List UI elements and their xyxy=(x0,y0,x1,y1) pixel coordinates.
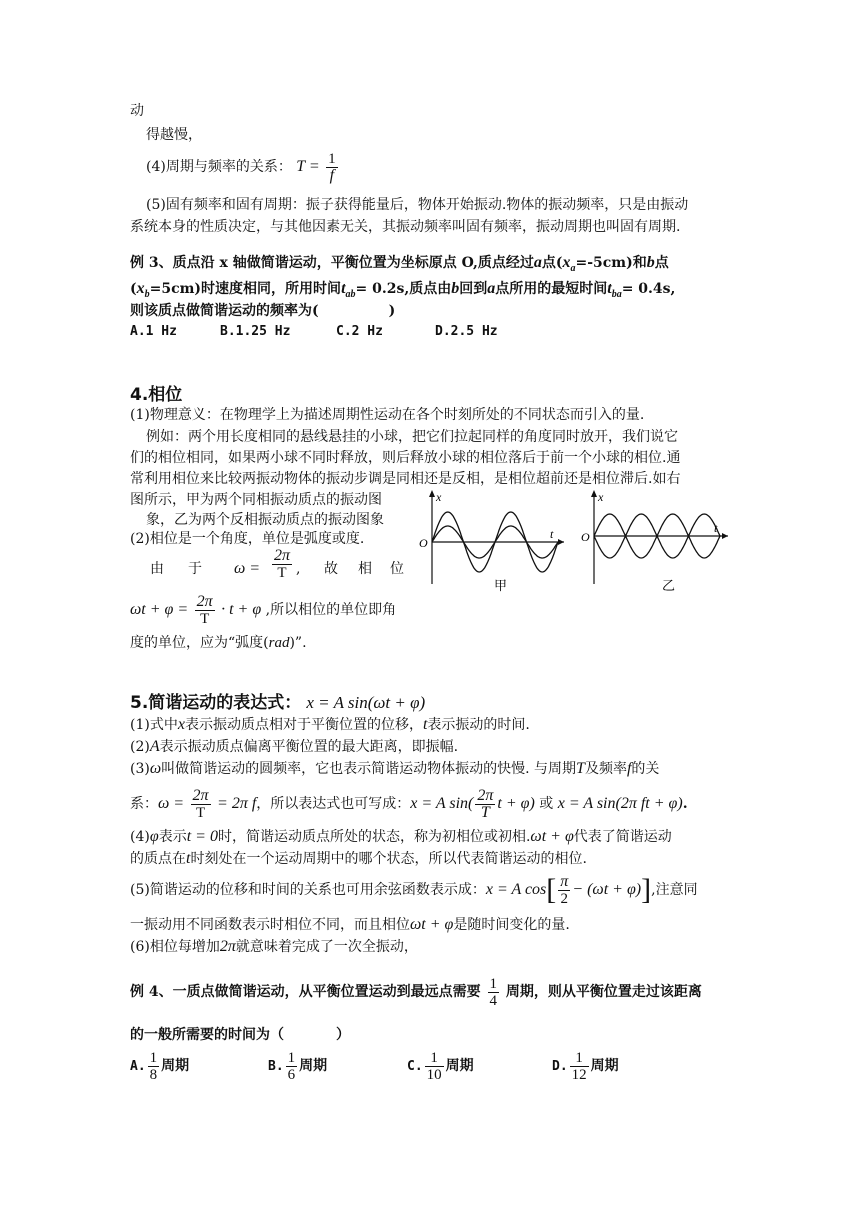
period-fraction xyxy=(326,151,338,184)
option-letter: A. xyxy=(130,1059,146,1074)
t-equals-zero: t = 0 xyxy=(186,828,218,845)
option-unit: 周期 xyxy=(590,1058,619,1074)
period-frequency-label: (4)周期与频率的关系： xyxy=(146,159,292,175)
option-unit: 周期 xyxy=(445,1058,474,1074)
section4-heading: 4.相位 xyxy=(130,385,183,405)
text: (2) xyxy=(130,739,150,755)
var-f: f xyxy=(626,760,632,777)
figure-label-jia: 甲 xyxy=(494,578,508,593)
var-t: t xyxy=(341,280,346,297)
section5-p3-line1 xyxy=(130,758,659,780)
var-x: x xyxy=(136,280,145,297)
section4-p2d: 图所示，甲为两个同相振动质点的振动图 xyxy=(130,492,382,508)
section5-p2 xyxy=(130,736,458,758)
text-char: 由 xyxy=(150,561,164,577)
example3-text: =5cm)时速度相同，所用时间 xyxy=(149,281,342,297)
example3-text: 点( xyxy=(541,255,563,271)
x-axis-arrow xyxy=(591,490,597,497)
two-pi-over-t xyxy=(195,594,215,627)
phase-rhs: · t + φ xyxy=(221,601,262,618)
example3-text: = 0.2s,质点由 xyxy=(355,281,452,297)
var-x: x xyxy=(177,716,185,733)
fraction-numerator: 1 xyxy=(425,1050,444,1067)
section5-p6 xyxy=(130,936,418,958)
natural-frequency-line2: 系统本身的性质决定，与其他因素无关，其振动频率叫固有频率，振动周期也叫固有周期. xyxy=(130,219,681,235)
formula-sin: x = A sin( xyxy=(410,795,474,812)
formula-cos: x = A cos xyxy=(485,881,547,898)
phase-expr: ωt + φ xyxy=(530,828,574,845)
section5-p5-line1: (5)简谐运动的位移和时间的关系也可用余弦函数表示成：x = A cos[ $\frac{\pi}{2}$ − (ωt + φ)],注意同 xyxy=(130,872,698,907)
point-b: b xyxy=(646,254,655,271)
option-fraction xyxy=(570,1050,589,1083)
example3-option-a: A.1 Hz xyxy=(130,324,177,339)
unit-text: )”. xyxy=(289,635,307,651)
section4-p2a: 例如：两个用长度相同的悬线悬挂的小球，把它们拉起同样的角度同时放开，我们说它 xyxy=(146,429,678,445)
var-t: t xyxy=(186,850,191,867)
formula-sin-tail: t + φ) xyxy=(497,795,535,812)
section5-p5-line2 xyxy=(130,914,570,936)
text: 表示振动质点偏离平衡位置的最大距离，即振幅. xyxy=(159,739,459,755)
text-char: 位 xyxy=(390,561,404,577)
example4-option-b xyxy=(268,1046,327,1087)
subscript: a xyxy=(570,262,576,274)
rad-unit: rad xyxy=(268,635,290,651)
text: 时，简谐运动质点所处的状态，称为初相位或初相. xyxy=(217,829,531,845)
text: ,注意同 xyxy=(651,882,698,898)
period-formula-lhs: T = xyxy=(296,158,320,175)
two-pi: 2π xyxy=(219,938,236,955)
text: 是随时间变化的量. xyxy=(453,917,570,933)
option-fraction xyxy=(148,1050,160,1083)
fraction-denominator: 6 xyxy=(287,1066,296,1083)
text-char: 于 xyxy=(188,561,202,577)
phase-figure xyxy=(418,484,734,596)
example3-option-b: B.1.25 Hz xyxy=(220,324,291,339)
formula-cos-rest: − (ωt + φ) xyxy=(572,881,642,898)
text: 及频率 xyxy=(584,761,627,777)
section4-p1: (1)物理意义：在物理学上为描述周期性运动在各个时刻所处的不同状态而引入的量. xyxy=(130,407,645,423)
var-omega: ω xyxy=(149,760,162,777)
t-axis-arrow xyxy=(722,533,728,539)
fraction-numerator: π xyxy=(560,872,569,890)
phase-formula-line xyxy=(130,590,396,630)
text: 代表了简谐运动 xyxy=(573,829,672,845)
example4-line1 xyxy=(130,970,702,1014)
text: 或 xyxy=(539,796,554,812)
figure-jia xyxy=(419,490,564,593)
option-letter: D. xyxy=(552,1059,568,1074)
phase-lhs: ωt + φ = xyxy=(130,601,189,618)
example4-option-d xyxy=(552,1046,619,1087)
fraction-numerator: 1 xyxy=(570,1050,589,1067)
pi-over-two xyxy=(558,874,570,907)
var-a: A xyxy=(149,738,160,755)
omega-2pi-f: = 2π f xyxy=(217,795,257,812)
option-letter: B. xyxy=(268,1059,284,1074)
omega-definition-line xyxy=(150,548,410,588)
text: (5)简谐运动的位移和时间的关系也可用余弦函数表示成： xyxy=(130,882,486,898)
fragment-text: 得越慢， xyxy=(146,127,202,143)
text: (1)式中 xyxy=(130,717,178,733)
text: 表示振动质点相对于平衡位置的位移， xyxy=(184,717,423,733)
example3-option-d: D.2.5 Hz xyxy=(435,324,498,339)
example3-text: 回到 xyxy=(459,281,488,297)
fraction-numerator: 1 xyxy=(287,1049,296,1066)
fraction-denominator: 4 xyxy=(489,992,497,1009)
natural-frequency-line1: (5)固有频率和固有周期：振子获得能量后，物体开始振动.物体的振动频率，只是由振动 xyxy=(146,197,689,213)
text: ，所以表达式也可写成： xyxy=(256,796,411,812)
phase-unit-line xyxy=(130,632,307,654)
subscript: b xyxy=(144,288,150,300)
fraction-numerator: 2π xyxy=(477,786,494,804)
section5-heading: 5.简谐运动的表达式： xyxy=(130,693,302,713)
text: (6)相位每增加 xyxy=(130,939,220,955)
example3-text: ) xyxy=(388,303,396,319)
text: 系： xyxy=(130,796,158,812)
example4-text: 例 4、一质点做简谐运动，从平衡位置运动到最远点需要 xyxy=(130,984,481,1000)
text: 叫做简谐运动的圆频率，它也表示简谐运动物体振动的快慢. 与周期 xyxy=(161,761,577,777)
example4-line2 xyxy=(130,1024,350,1046)
section4-p2e: 象，乙为两个反相振动质点的振动图象 xyxy=(146,512,384,528)
omega-eq: ω = xyxy=(234,560,261,577)
fraction-numerator: 2π xyxy=(196,592,213,610)
example3-text: ( xyxy=(130,281,137,297)
origin-label: O xyxy=(581,530,590,544)
text: (4) xyxy=(130,829,150,845)
fraction-denominator: T xyxy=(200,610,210,627)
fraction-denominator: 2 xyxy=(560,890,569,907)
var-phi: φ xyxy=(149,828,159,845)
example4-text: ） xyxy=(336,1027,350,1043)
x-axis-label: x xyxy=(436,490,442,504)
example4-option-a xyxy=(130,1046,189,1087)
quarter-fraction xyxy=(488,976,500,1009)
fraction-denominator: 10 xyxy=(426,1066,442,1083)
fraction-numerator: 1 xyxy=(149,1049,158,1066)
text: 一振动用不同函数表示时相位不同，而且相位 xyxy=(130,917,410,933)
two-pi-over-t xyxy=(191,788,211,821)
x-axis-label: x xyxy=(598,490,604,504)
option-unit: 周期 xyxy=(299,1058,328,1074)
point-a: a xyxy=(487,280,496,297)
example3-line3 xyxy=(130,300,395,322)
two-pi-over-t-italic xyxy=(475,788,495,821)
phase-expr: ωt + φ xyxy=(410,916,454,933)
text: 就意味着完成了一次全振动， xyxy=(235,939,418,955)
formula-sin-f: x = A sin(2π ft + φ) xyxy=(557,795,683,812)
example4-option-c xyxy=(407,1046,474,1087)
point-a: a xyxy=(533,254,542,271)
example4-text: 周期，则从平衡位置走过该距离 xyxy=(505,984,702,1000)
option-letter: C. xyxy=(407,1059,423,1074)
var-t: t xyxy=(422,716,428,733)
var-t: t xyxy=(607,280,612,297)
option-fraction xyxy=(425,1050,444,1083)
section5-p1 xyxy=(130,714,530,736)
option-unit: 周期 xyxy=(161,1058,190,1074)
example3-text: 例 3、质点沿 x 轴做简谐运动，平衡位置为坐标原点 O,质点经过 xyxy=(130,255,534,271)
omega-eq: ω = xyxy=(158,795,185,812)
fraction-denominator: T xyxy=(277,565,287,581)
fraction-numerator: 2π xyxy=(192,786,209,804)
text: 表示 xyxy=(158,829,187,845)
section5-p4-line2 xyxy=(130,848,587,870)
fraction-denominator: T xyxy=(195,804,206,821)
fraction-numerator: 1 xyxy=(489,975,497,992)
two-pi-over-t xyxy=(272,548,292,581)
var-x: x xyxy=(562,254,571,271)
fraction-numerator: 2π xyxy=(274,547,291,564)
t-axis-arrow xyxy=(558,539,564,545)
example3-line1 xyxy=(130,252,669,280)
example4-text: 的一般所需要的时间为（ xyxy=(130,1027,284,1043)
section5-p3-line2 xyxy=(130,782,688,826)
text: 的关 xyxy=(631,761,660,777)
fragment-text: 动 xyxy=(130,103,144,119)
x-axis-arrow xyxy=(429,490,435,497)
fraction-numerator: 1 xyxy=(328,150,336,167)
t-axis-label: t xyxy=(714,521,718,535)
text: 表示振动的时间. xyxy=(427,717,530,733)
var-t-period: T xyxy=(576,760,585,777)
text: 时刻处在一个运动周期中的哪个状态，所以代表简谐运动的相位. xyxy=(190,851,587,867)
unit-text: 度的单位，应为“弧度( xyxy=(130,635,269,651)
text: . xyxy=(682,796,688,812)
example3-text: 点 xyxy=(654,255,669,271)
fraction-denominator: f xyxy=(329,166,335,184)
section4-p2c: 常利用相位来比较两振动物体的振动步调是同相还是反相，是相位超前还是相位滞后.如右 xyxy=(130,471,681,487)
text: 的质点在 xyxy=(130,851,186,867)
fraction-denominator: 12 xyxy=(571,1066,587,1083)
section5-heading-line xyxy=(130,688,425,713)
example3-text: = 0.4s, xyxy=(621,281,676,297)
text-char: , xyxy=(296,561,301,577)
example3-option-c: C.2 Hz xyxy=(336,324,383,339)
option-fraction xyxy=(286,1050,298,1083)
text-char: 故 xyxy=(324,561,338,577)
text: (3) xyxy=(130,761,150,777)
example3-text: 点所用的最短时间 xyxy=(495,281,608,297)
fraction-denominator: 8 xyxy=(149,1066,158,1083)
shm-formula: x = A sin(ωt + φ) xyxy=(306,693,426,712)
t-axis-label: t xyxy=(550,527,554,541)
period-frequency-line xyxy=(146,145,340,189)
figure-label-yi: 乙 xyxy=(662,578,676,593)
text-char: 相 xyxy=(358,561,372,577)
fraction-denominator: T xyxy=(480,803,490,821)
section4-p3: (2)相位是一个角度，单位是弧度或度. xyxy=(130,531,365,547)
example3-text: =-5cm)和 xyxy=(575,255,647,271)
phase-tail-text: ,所以相位的单位即角 xyxy=(265,602,397,618)
subscript: ab xyxy=(345,288,356,300)
figure-yi xyxy=(581,490,728,593)
subscript: ba xyxy=(611,288,622,300)
section4-p2b: 们的相位相同，如果两小球不同时释放，则后释放小球的相位落后于前一个小球的相位.通 xyxy=(130,450,681,466)
example3-text: 则该质点做简谐运动的频率为( xyxy=(130,303,319,319)
section5-p4-line1 xyxy=(130,826,672,848)
origin-label: O xyxy=(419,536,428,550)
point-b: b xyxy=(451,280,460,297)
